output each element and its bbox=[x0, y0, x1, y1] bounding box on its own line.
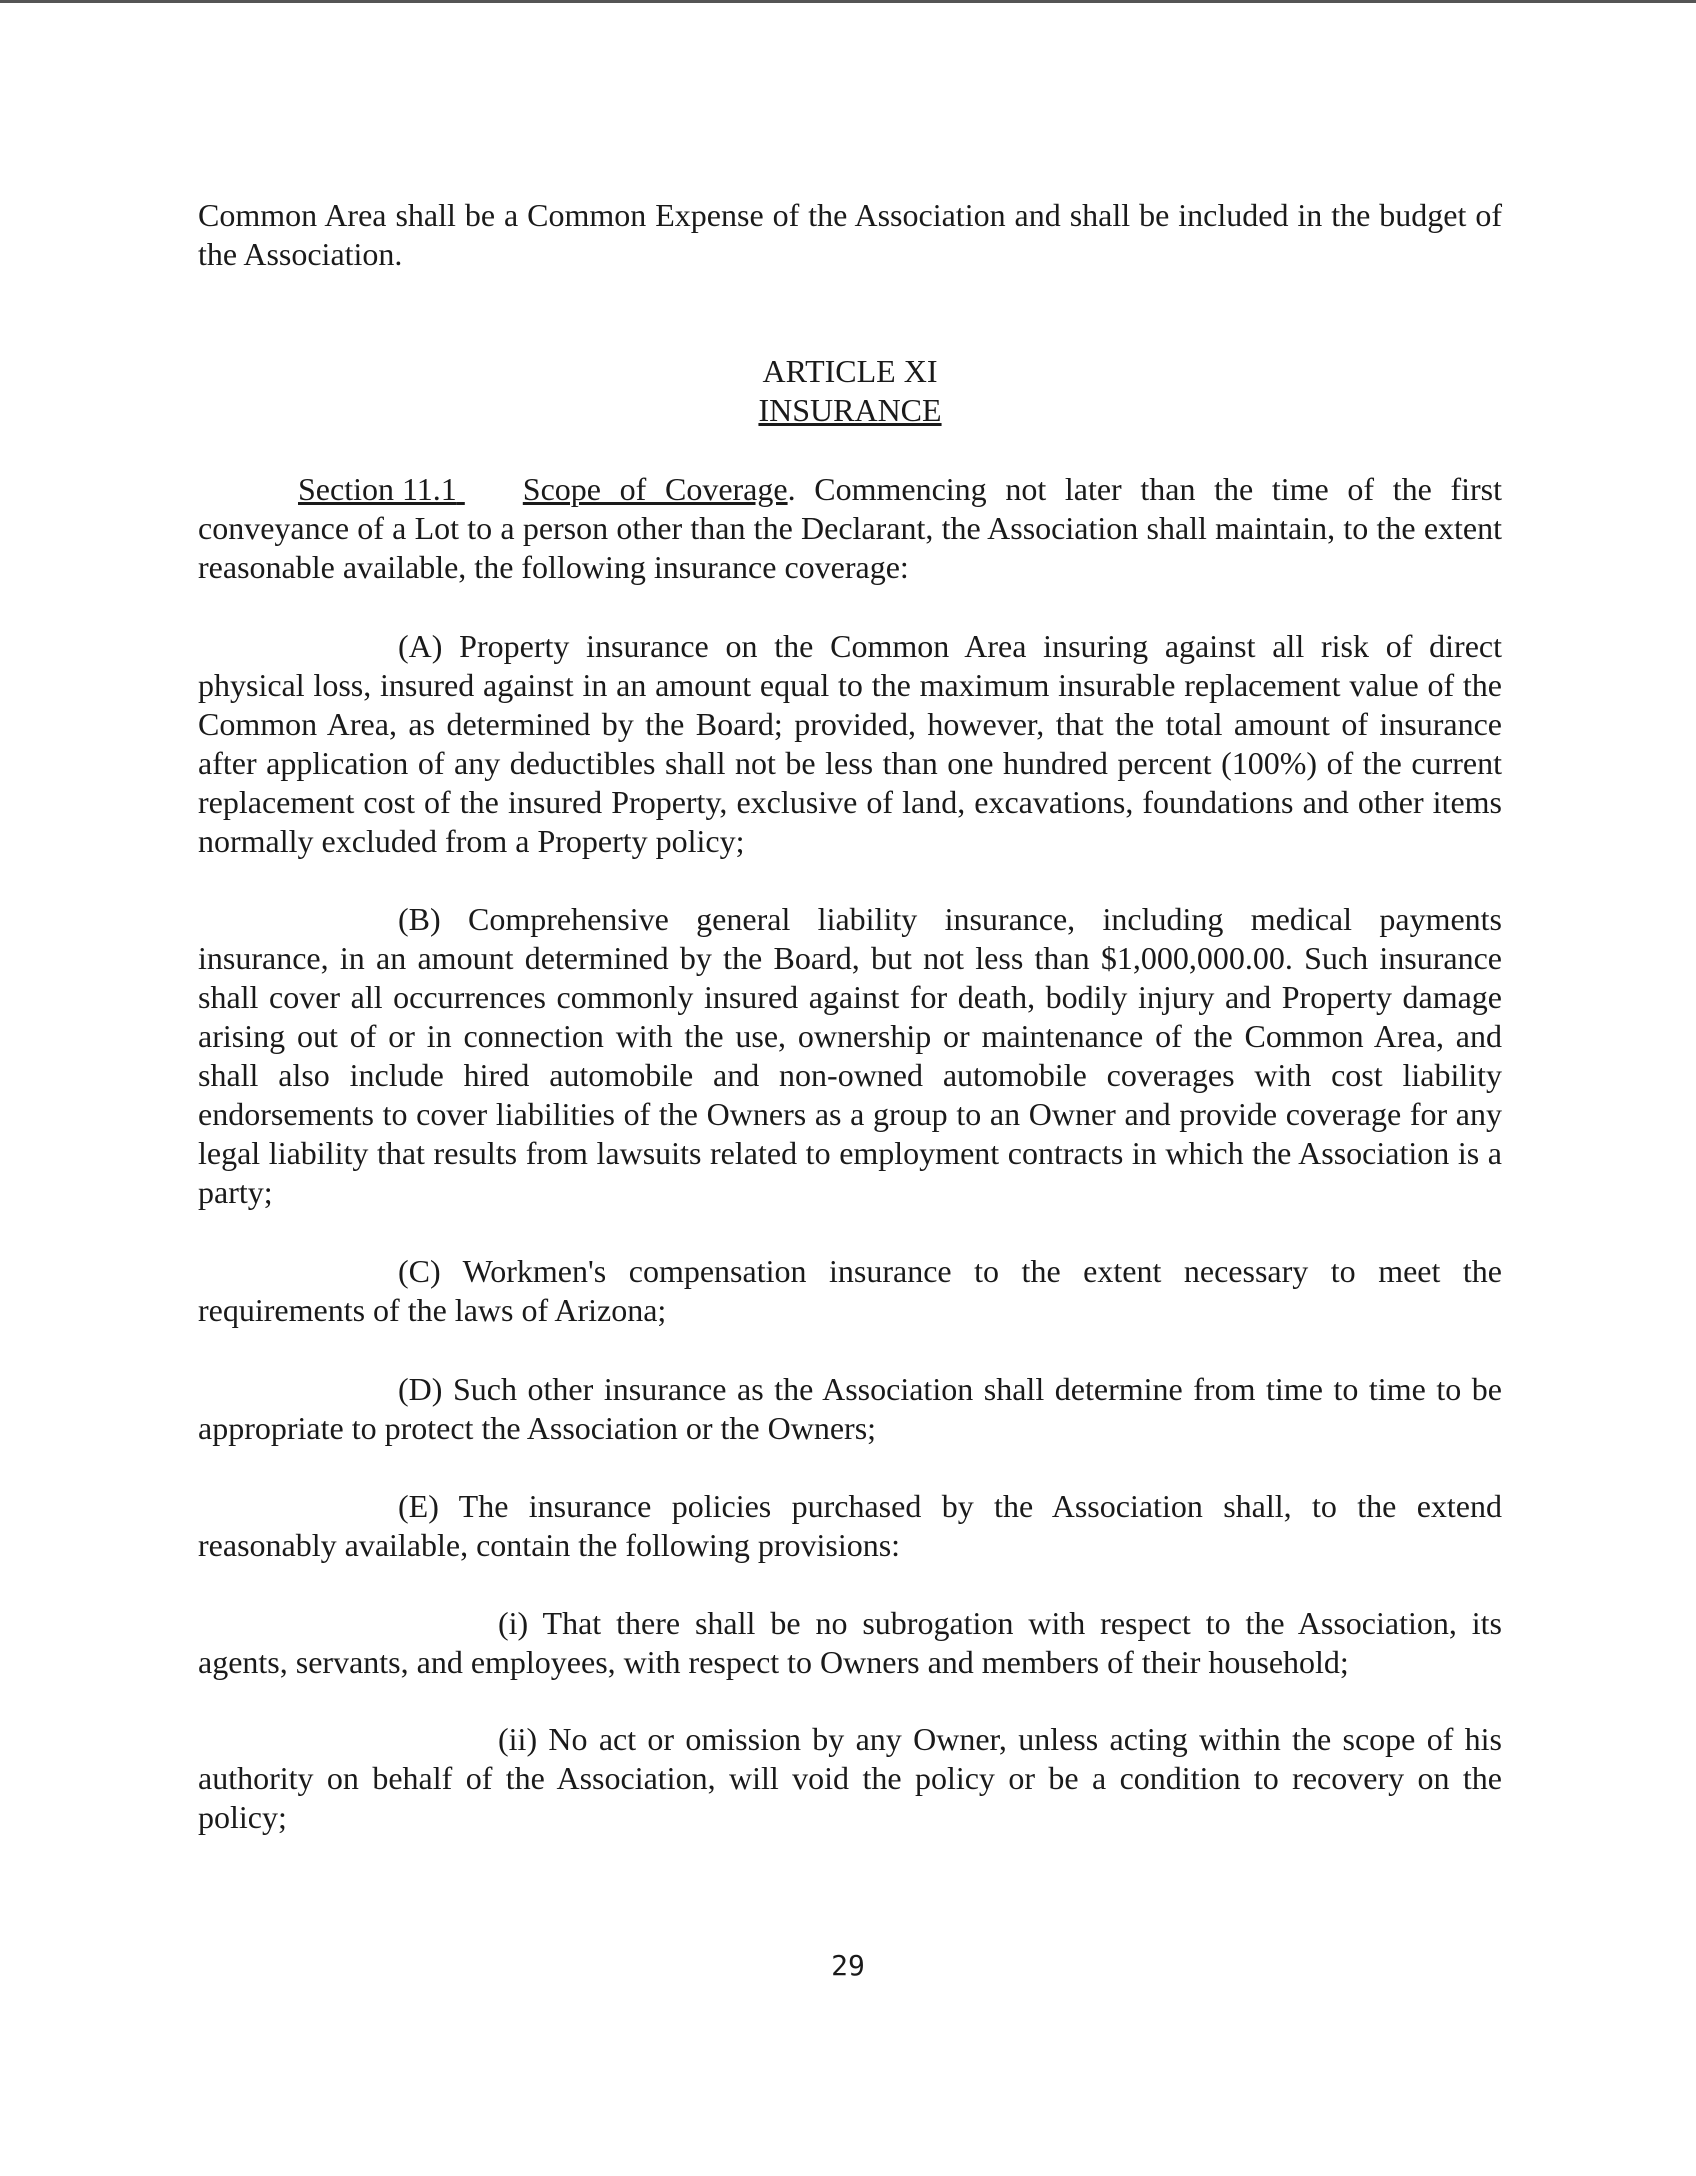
section-gap bbox=[457, 470, 523, 509]
item-d-text: (D) Such other insurance as the Association shall determine from time to time to be appropriate to protect the Association or the Owners; bbox=[198, 1371, 1502, 1446]
article-number: ARTICLE XI bbox=[762, 353, 938, 389]
subitem-ii-block bbox=[198, 1720, 1502, 1837]
subitem-i-text: (i) That there shall be no subrogation with respect to the Association, its agents, servants, and employees, with respect to Owners and members of their household; bbox=[198, 1605, 1502, 1680]
subitem-ii bbox=[198, 1720, 1502, 1837]
subitem-i-block bbox=[198, 1604, 1502, 1682]
item-a-block bbox=[198, 627, 1502, 861]
item-a-text: (A) Property insurance on the Common Area insuring against all risk of direct physical loss, insured against in an amount equal to the maximum insurable replacement value of the Common Area, as determined by the Board; provided, however, that the total amount of insurance after application of any deductibles shall not be less than one hundred percent (100%) of the current replacement cost of the insured Property, exclusive of land, excavations, foundations and other items normally excluded from a Property policy; bbox=[198, 628, 1502, 859]
item-b bbox=[198, 900, 1502, 1212]
top-border-rule bbox=[0, 0, 1696, 3]
item-e-block bbox=[198, 1487, 1502, 1565]
subitem-i bbox=[198, 1604, 1502, 1682]
article-heading bbox=[198, 352, 1502, 430]
item-a bbox=[198, 627, 1502, 861]
item-b-block bbox=[198, 900, 1502, 1212]
item-d-block bbox=[198, 1370, 1502, 1448]
section-paragraph bbox=[198, 470, 1502, 587]
item-c bbox=[198, 1252, 1502, 1330]
item-e-text: (E) The insurance policies purchased by the Association shall, to the extend reasonably available, contain the following provisions: bbox=[198, 1488, 1502, 1563]
section-title: Scope of Coverage bbox=[522, 471, 788, 507]
item-c-text: (C) Workmen's compensation insurance to the extent necessary to meet the requirements of the laws of Arizona; bbox=[198, 1253, 1502, 1328]
page-number: 29 bbox=[831, 1949, 865, 1982]
intro-paragraph-block bbox=[198, 196, 1502, 274]
item-c-block bbox=[198, 1252, 1502, 1330]
section-paragraph-block bbox=[198, 470, 1502, 587]
item-e bbox=[198, 1487, 1502, 1565]
item-b-text: (B) Comprehensive general liability insurance, including medical payments insurance, in an amount determined by the Board, but not less than $1,000,000.00. Such insurance shall cover all occurrences commonly insured against for death, bodily injury and Property damage arising out of or in connection with the use, ownership or maintenance of the Common Area, and shall also include hired automobile and non-owned automobile coverages with cost liability endorsements to cover liabilities of the Owners as a group to an Owner and provide coverage for any legal liability that results from lawsuits related to employment contracts in which the Association is a party; bbox=[198, 901, 1502, 1210]
section-text: . Commencing not later than the time of the first conveyance of a Lot to a person other than the Declarant, the Association shall maintain, to the extent reasonable available, the following insurance coverage: bbox=[198, 471, 1502, 585]
item-d bbox=[198, 1370, 1502, 1448]
article-title: INSURANCE bbox=[758, 392, 942, 428]
intro-paragraph: Common Area shall be a Common Expense of the Association and shall be included in the budget of the Association. bbox=[198, 197, 1502, 272]
section-number: Section 11.1 bbox=[298, 471, 457, 507]
subitem-ii-text: (ii) No act or omission by any Owner, unless acting within the scope of his authority on behalf of the Association, will void the policy or be a condition to recovery on the policy; bbox=[198, 1721, 1502, 1835]
